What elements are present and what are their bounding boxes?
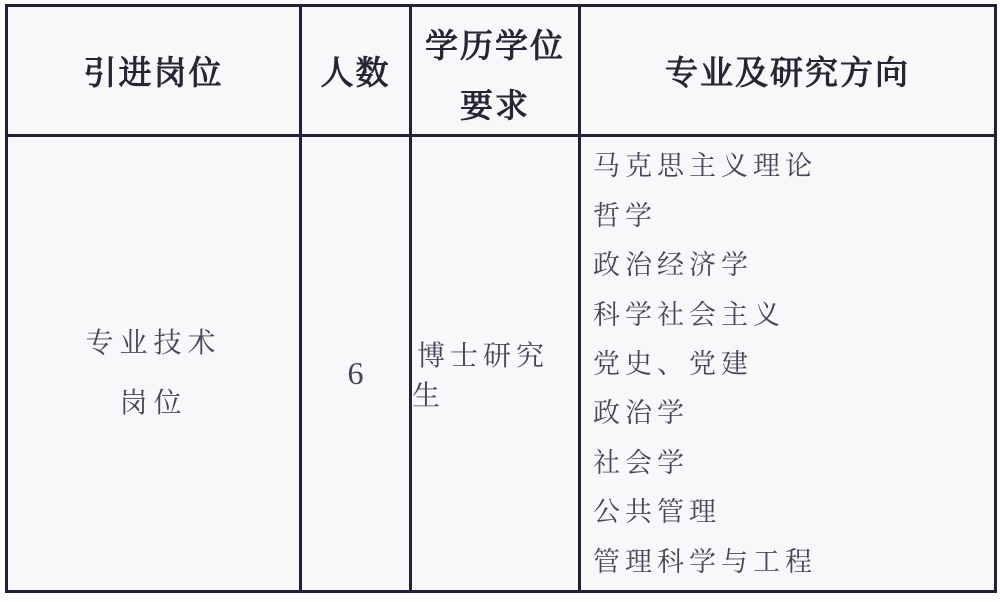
major-item: 政治学 bbox=[593, 398, 689, 429]
header-cell-majors bbox=[581, 7, 994, 137]
major-item: 哲学 bbox=[593, 200, 657, 231]
header-cell-position bbox=[8, 7, 302, 137]
header-cell-count bbox=[302, 7, 412, 137]
major-item: 社会学 bbox=[593, 447, 689, 478]
position-value-line1: 专业技术 bbox=[85, 327, 222, 359]
major-item: 政治经济学 bbox=[593, 250, 753, 281]
header-label-count: 人数 bbox=[320, 54, 391, 91]
body-cell-position bbox=[8, 137, 302, 590]
header-label-degree-line1: 学历学位 bbox=[425, 26, 565, 64]
major-item: 马克思主义理论 bbox=[593, 151, 817, 182]
body-cell-degree bbox=[412, 137, 581, 590]
header-cell-degree bbox=[412, 7, 581, 137]
body-cell-majors bbox=[581, 137, 994, 590]
major-item: 管理科学与工程 bbox=[593, 546, 817, 577]
major-item: 科学社会主义 bbox=[593, 299, 785, 330]
header-label-degree-line2: 要求 bbox=[460, 86, 530, 124]
header-label-position: 引进岗位 bbox=[83, 54, 224, 91]
body-cell-count bbox=[302, 137, 412, 590]
major-item: 党史、党建 bbox=[593, 348, 753, 379]
position-value-line2: 岗位 bbox=[119, 387, 188, 419]
count-value: 6 bbox=[347, 355, 364, 391]
major-item: 公共管理 bbox=[593, 497, 721, 528]
header-label-majors: 专业及研究方向 bbox=[665, 54, 910, 91]
degree-value: 博士研究生 bbox=[412, 340, 550, 412]
recruitment-table bbox=[5, 4, 997, 593]
